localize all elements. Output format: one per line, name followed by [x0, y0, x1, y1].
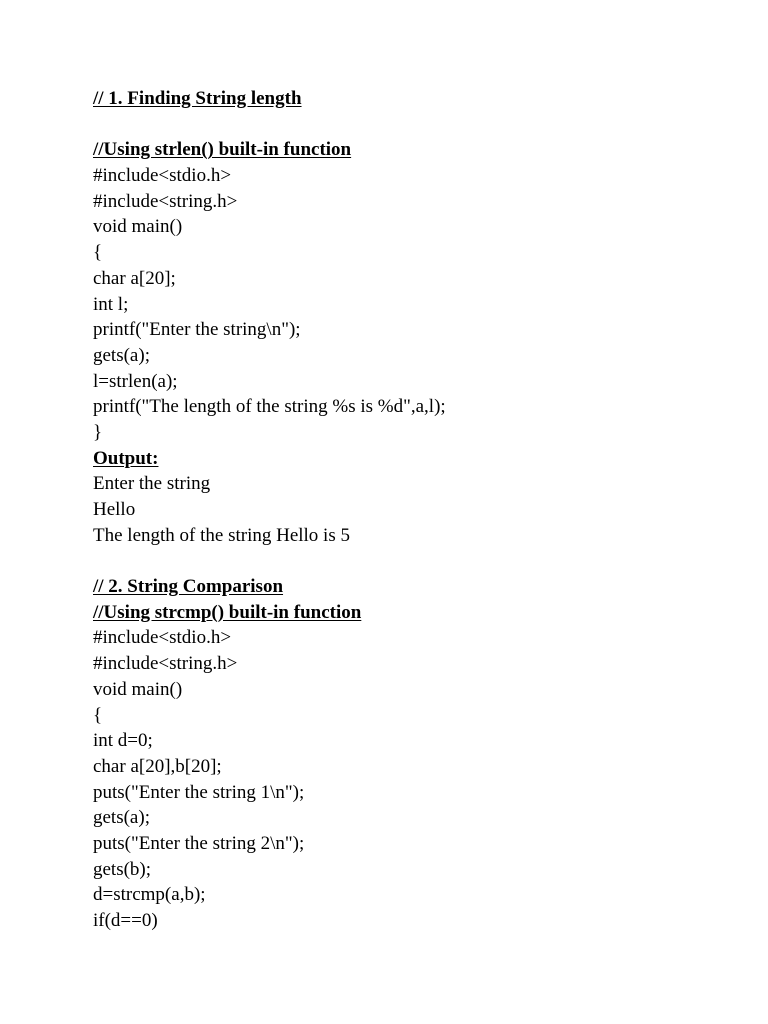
code-line: gets(a);	[93, 344, 150, 366]
section1-title: // 1. Finding String length	[93, 88, 302, 109]
code-line: if(d==0)	[93, 910, 158, 931]
code-line: }	[93, 421, 103, 443]
code-line: int d=0;	[93, 730, 153, 752]
output-line: The length of the string Hello is 5	[93, 524, 350, 546]
output-label: Output:	[93, 447, 159, 469]
code-line: gets(b);	[93, 858, 152, 880]
code-line: d=strcmp(a,b);	[93, 884, 206, 906]
code-line: void main()	[93, 678, 183, 700]
code-line: puts("Enter the string 2\n");	[93, 832, 305, 854]
code-line: #include<stdio.h>	[93, 627, 232, 649]
spacer	[93, 112, 733, 138]
code-line: {	[93, 242, 103, 264]
code-line: char a[20],b[20];	[93, 755, 222, 777]
output-line: Enter the string	[93, 473, 211, 495]
code-line: puts("Enter the string 1\n");	[93, 781, 305, 803]
section2-code-block	[93, 625, 733, 933]
code-line: printf("Enter the string\n");	[93, 319, 301, 341]
section1-code-block	[93, 163, 733, 446]
code-line: #include<stdio.h>	[93, 165, 232, 187]
code-line: gets(a);	[93, 807, 150, 829]
code-line: #include<string.h>	[93, 190, 238, 212]
code-line: #include<string.h>	[93, 653, 238, 675]
section1-output-block	[93, 471, 733, 548]
section1-subtitle: //Using strlen() built-in function	[93, 139, 352, 161]
output-line: Hello	[93, 499, 136, 520]
code-line: printf("The length of the string %s is %d",a,l);	[93, 396, 446, 418]
code-line: int l;	[93, 293, 129, 315]
code-line: char a[20];	[93, 267, 176, 289]
section2-subtitle: //Using strcmp() built-in function	[93, 601, 362, 623]
code-line: {	[93, 704, 103, 726]
section2-title: // 2. String Comparison	[93, 576, 284, 598]
document-page	[93, 86, 733, 934]
code-line: void main()	[93, 216, 183, 238]
spacer	[93, 548, 733, 574]
code-line: l=strlen(a);	[93, 370, 178, 392]
